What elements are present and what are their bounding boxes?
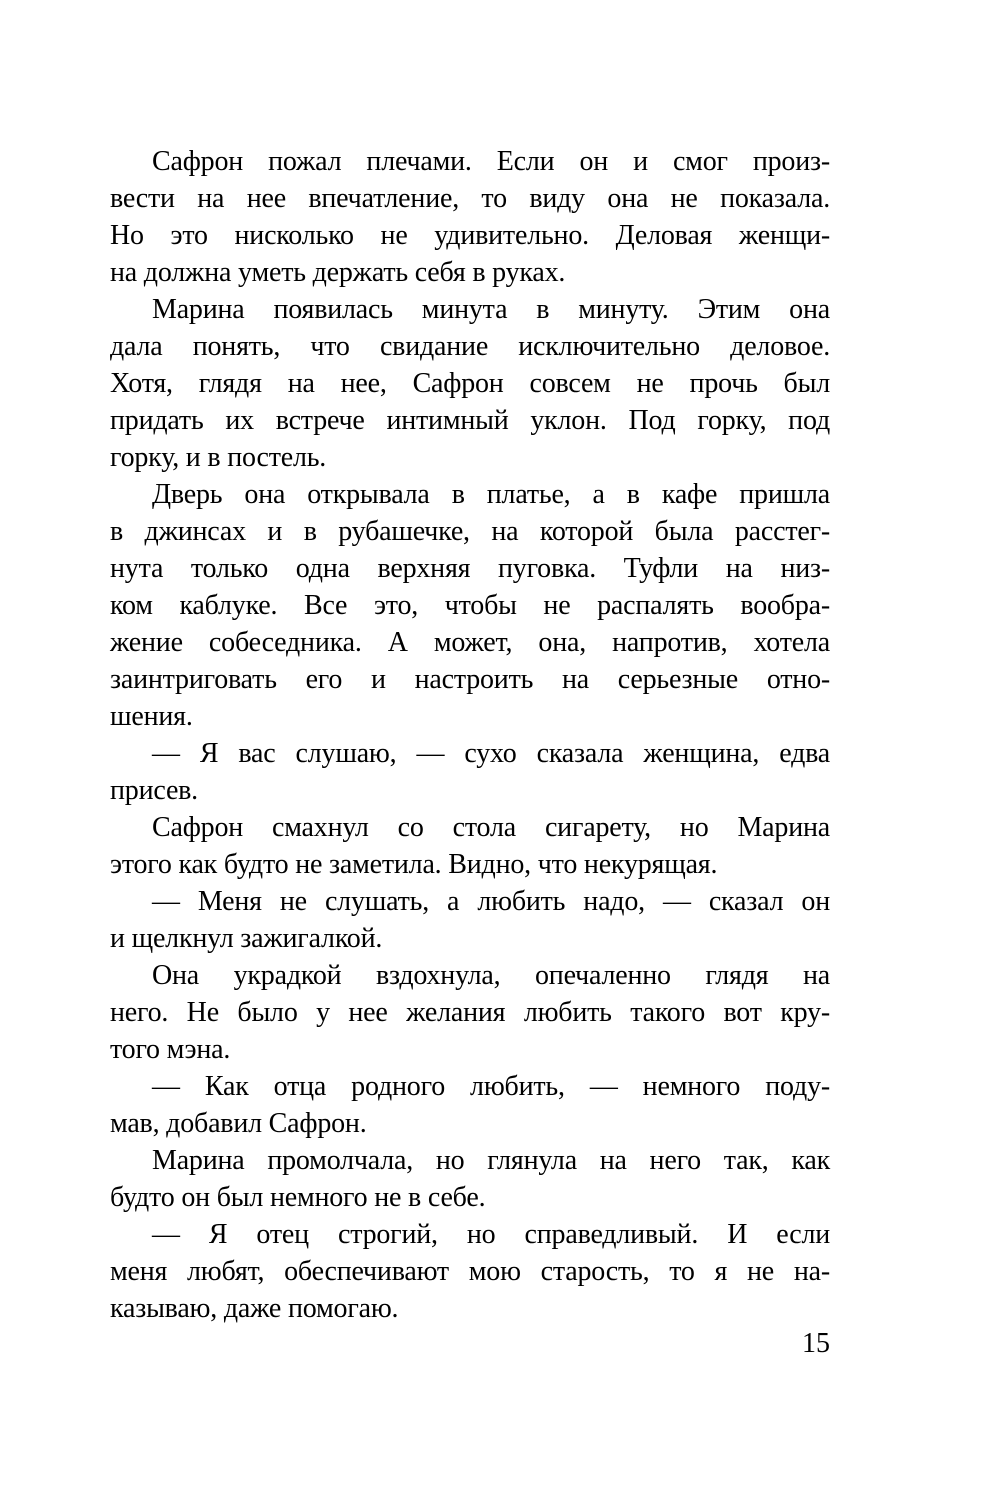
text-line: Сафрон смахнул со стола сигарету, но Марина	[152, 812, 830, 843]
text-line: и щелкнул зажигалкой.	[110, 923, 383, 954]
text-line: горку, и в постель.	[110, 442, 327, 473]
text-line: шения.	[110, 701, 193, 732]
text-line: Она украдкой вздохнула, опечаленно глядя на	[152, 960, 830, 991]
text-line: меня любят, обеспечивают мою старость, то я не на-	[110, 1256, 830, 1287]
text-line: на должна уметь держать себя в руках.	[110, 257, 566, 288]
paragraph	[110, 476, 830, 735]
text-line: будто он был немного не в себе.	[110, 1182, 486, 1213]
text-line: присев.	[110, 775, 198, 806]
text-line: казываю, даже помогаю.	[110, 1293, 399, 1324]
text-line: — Я вас слушаю, — сухо сказала женщина, едва	[152, 738, 830, 769]
text-line: жение собеседника. А может, она, напротив, хотела	[110, 627, 830, 658]
text-line: Марина появилась минута в минуту. Этим она	[152, 294, 830, 325]
text-line: того мэна.	[110, 1034, 231, 1065]
text-line: Хотя, глядя на нее, Сафрон совсем не прочь был	[110, 368, 830, 399]
text-line: дала понять, что свидание исключительно деловое.	[110, 331, 830, 362]
text-line: в джинсах и в рубашечке, на которой была расстег-	[110, 516, 830, 547]
paragraph	[110, 1142, 830, 1216]
text-line: него. Не было у нее желания любить такого вот кру-	[110, 997, 830, 1028]
paragraph	[110, 735, 830, 809]
text-line: придать их встрече интимный уклон. Под горку, под	[110, 405, 830, 436]
text-line: мав, добавил Сафрон.	[110, 1108, 367, 1139]
text-line: Марина промолчала, но глянула на него так, как	[152, 1145, 830, 1176]
text-line: заинтриговать его и настроить на серьезные отно-	[110, 664, 830, 695]
paragraph	[110, 1068, 830, 1142]
paragraph	[110, 809, 830, 883]
text-line: нута только одна верхняя пуговка. Туфли на низ-	[110, 553, 830, 584]
body-text	[110, 143, 830, 1327]
paragraph	[110, 883, 830, 957]
text-line: — Меня не слушать, а любить надо, — сказал он	[152, 886, 830, 917]
text-line: Но это нисколько не удивительно. Деловая женщи-	[110, 220, 830, 251]
paragraph	[110, 291, 830, 476]
text-line: Сафрон пожал плечами. Если он и смог произ-	[152, 146, 830, 177]
text-line: — Я отец строгий, но справедливый. И если	[152, 1219, 830, 1250]
text-line: вести на нее впечатление, то виду она не показала.	[110, 183, 830, 214]
paragraph	[110, 957, 830, 1068]
text-line: — Как отца родного любить, — немного поду-	[152, 1071, 830, 1102]
text-line: Дверь она открывала в платье, а в кафе пришла	[152, 479, 830, 510]
paragraph	[110, 143, 830, 291]
text-line: ком каблуке. Все это, чтобы не распалять вообра-	[110, 590, 830, 621]
page-number: 15	[802, 1328, 830, 1359]
paragraph	[110, 1216, 830, 1327]
text-line: этого как будто не заметила. Видно, что некурящая.	[110, 849, 718, 880]
